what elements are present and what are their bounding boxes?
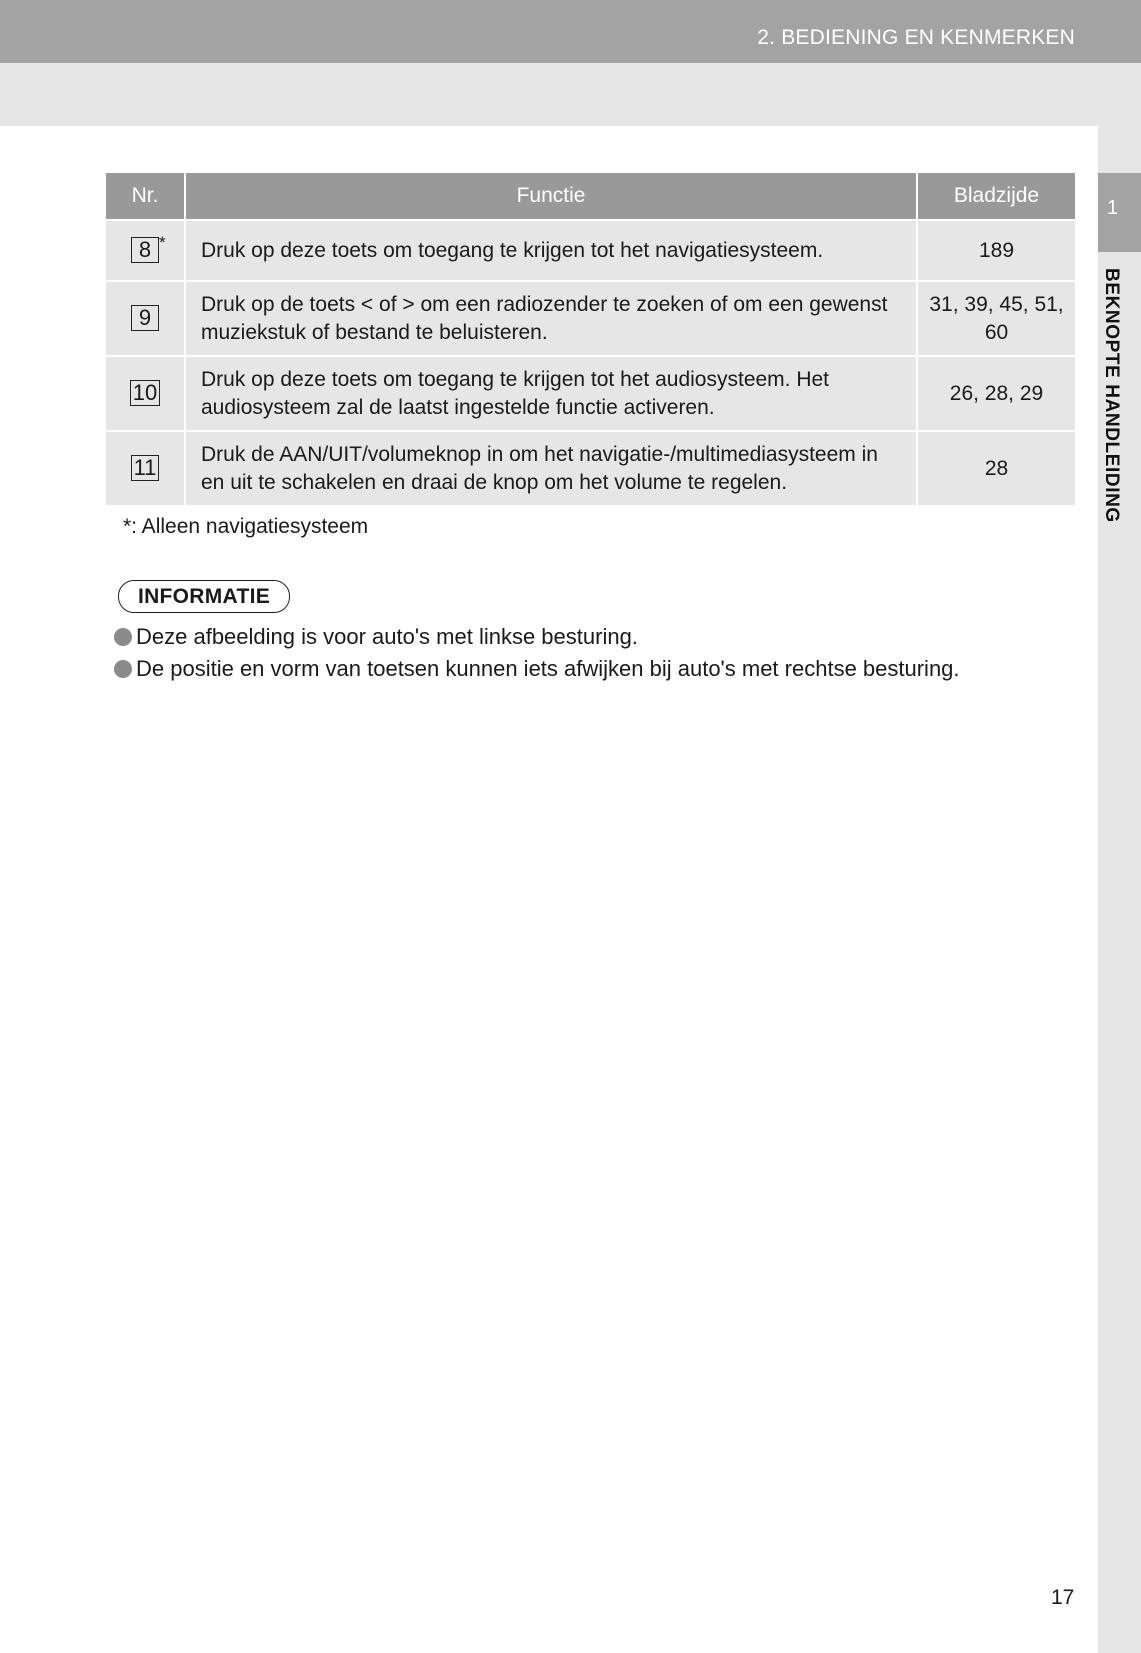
column-header-function: Functie [185, 173, 917, 220]
header-sub-band [0, 63, 1141, 126]
function-cell: Druk op deze toets om toegang te krijgen tot het audiosysteem. Het audiosysteem zal de laatst ingestelde functie activeren. [185, 356, 917, 431]
chapter-label: BEKNOPTE HANDLEIDING [1101, 268, 1122, 523]
function-cell: Druk de AAN/UIT/volumeknop in om het navigatie-/multimediasysteem in en uit te schakelen en draai de knop om het volume te regelen. [185, 431, 917, 505]
information-list [114, 621, 960, 685]
number-box: 10 [130, 380, 160, 406]
column-header-page: Bladzijde [917, 173, 1075, 220]
function-cell: Druk op de toets < of > om een radiozender te zoeken of om een gewenst muziekstuk of bestand te beluisteren. [185, 281, 917, 356]
bullet-icon [114, 628, 132, 646]
chapter-tab [1098, 173, 1141, 252]
number-box: 8 [131, 237, 159, 263]
table-row [106, 431, 1075, 505]
page-cell: 189 [917, 220, 1075, 281]
footnote: *: Alleen navigatiesysteem [123, 515, 369, 538]
section-title: 2. BEDIENING EN KENMERKEN [757, 26, 1075, 49]
list-item [114, 621, 960, 653]
number-box: 9 [131, 305, 159, 331]
row-number-cell [106, 431, 185, 505]
table-row [106, 356, 1075, 431]
page-cell: 31, 39, 45, 51, 60 [917, 281, 1075, 356]
page-cell: 26, 28, 29 [917, 356, 1075, 431]
table-row [106, 220, 1075, 281]
table-row [106, 281, 1075, 356]
footnote-marker: * [159, 233, 166, 252]
table-header-row [106, 173, 1075, 220]
row-number-cell [106, 220, 185, 281]
information-badge: INFORMATIE [118, 580, 290, 613]
bullet-icon [114, 660, 132, 678]
function-cell: Druk op deze toets om toegang te krijgen tot het navigatiesysteem. [185, 220, 917, 281]
page-number: 17 [1051, 1586, 1075, 1609]
number-box: 11 [131, 455, 160, 481]
row-number-cell [106, 356, 185, 431]
column-header-nr: Nr. [106, 173, 185, 220]
page-cell: 28 [917, 431, 1075, 505]
page-header-bar [0, 0, 1141, 63]
information-text: De positie en vorm van toetsen kunnen iets afwijken bij auto's met rechtse besturing. [136, 656, 960, 681]
row-number-cell [106, 281, 185, 356]
list-item [114, 653, 960, 685]
information-text: Deze afbeelding is voor auto's met linkse besturing. [136, 624, 638, 649]
function-table [106, 173, 1075, 505]
chapter-number: 1 [1107, 197, 1119, 219]
